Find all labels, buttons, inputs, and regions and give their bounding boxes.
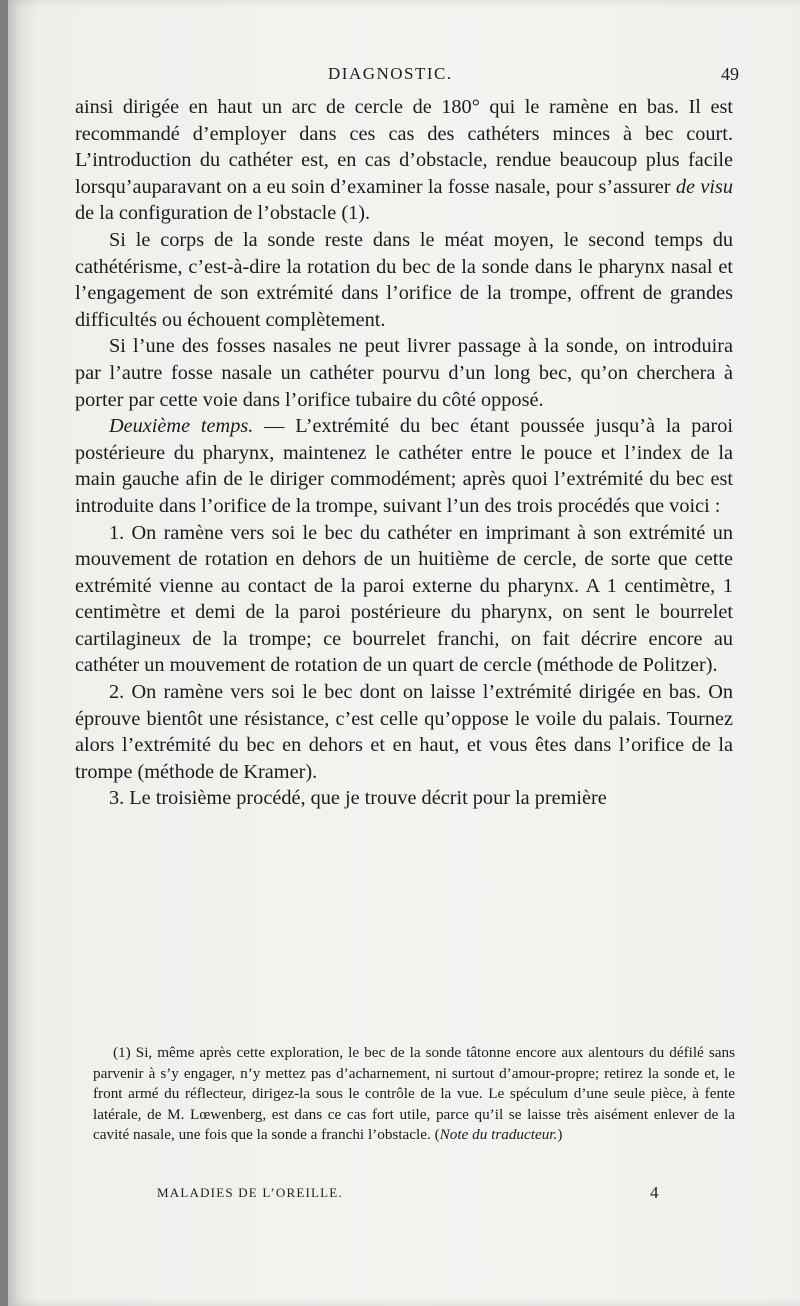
footnote-italic: Note du traducteur. — [439, 1126, 558, 1143]
footnote — [93, 1043, 735, 1146]
paragraph-1-text-a: ainsi dirigée en haut un arc de cercle de 180° qui le ramène en bas. Il est recommandé d’employer dans ces cas des cathéters minces à bec court. L’introduction du cathéter est, en cas d’obstacle, rendue beaucoup plus facile lorsqu’auparavant on a eu soin d’examiner la fosse nasale, pour s’assurer — [75, 96, 733, 198]
paragraph-7: 3. Le troisième procédé, que je trouve décrit pour la première — [109, 787, 607, 810]
paragraph-6: 2. On ramène vers soi le bec dont on laisse l’extrémité dirigée en bas. On éprouve bientôt une résistance, c’est celle qu’oppose le voile du palais. Tournez alors l’extrémité du bec en dehors et en haut, et vous êtes dans l’orifice de la trompe (méthode de Kramer). — [75, 681, 733, 783]
paragraph-5: 1. On ramène vers soi le bec du cathéter en imprimant à son extrémité un mouvement de rotation en dehors de un huitième de cercle, de sorte que cette extrémité vienne au contact de la paroi externe du pharynx. A 1 centimètre, 1 centimètre et demi de la paroi postérieure du pharynx, on sent le bourrelet cartilagineux de la trompe; ce bourrelet franchi, on fait décrire encore au cathéter un mouvement de rotation de un quart de cercle (méthode de Politzer). — [75, 521, 733, 677]
paragraph-3: Si l’une des fosses nasales ne peut livrer passage à la sonde, on introduira par l’autre fosse nasale un cathéter pourvu d’un long bec, qu’on cherchera à porter par cette voie dans l’orifice tubaire du côté opposé. — [75, 335, 733, 411]
main-text — [75, 94, 733, 812]
footnote-paragraph — [93, 1043, 735, 1146]
book-page — [8, 0, 800, 1306]
footnote-end: ) — [557, 1126, 563, 1143]
paragraph-2: Si le corps de la sonde reste dans le méat moyen, le second temps du cathétérisme, c’est-à-dire la rotation du bec de la sonde dans le pharynx nasal et l’engagement de son extrémité dans l’orifice de la trompe, offrent de grandes difficultés ou échouent complètement. — [75, 228, 733, 331]
paragraph-1-italic: de visu — [675, 175, 733, 198]
page-header — [8, 60, 800, 90]
page-number: 49 — [721, 64, 739, 84]
paragraph-4-text: — L’extrémité du bec étant poussée jusqu’à la paroi postérieure du pharynx, maintenez le cathéter entre le pouce et l’index de la main gauche afin de le diriger commodément; après quoi l’extrémité du bec est introduite dans l’orifice de la trompe, suivant l’un des trois procédés que voici : — [75, 415, 733, 517]
signature-mark: 4 — [650, 1183, 659, 1202]
paragraph-1 — [75, 94, 733, 227]
paragraph-4-italic: Deuxième temps. — [109, 415, 254, 438]
running-title: DIAGNOSTIC. — [328, 64, 453, 83]
page-footer — [8, 1183, 800, 1207]
paragraph-1-text-b: de la configuration de l’obstacle (1). — [75, 202, 371, 225]
paragraph-4 — [75, 413, 733, 519]
signature-title: MALADIES DE L’OREILLE. — [157, 1185, 343, 1200]
footnote-text: (1) Si, même après cette exploration, le bec de la sonde tâtonne encore aux alentours du défilé sans parvenir à s’y engager, n’y mettez pas d’acharnement, ni surtout d’amour-propre; retirez la sonde et, le front armé du réflecteur, dirigez-la sous le contrôle de la vue. Le spéculum d’une seule pièce, à fente latérale, de M. Lœwenberg, est dans ce cas fort utile, parce qu’il se laisse très aisément enlever de la cavité nasale, une fois que la sonde a franchi l’obstacle. ( — [93, 1044, 735, 1143]
